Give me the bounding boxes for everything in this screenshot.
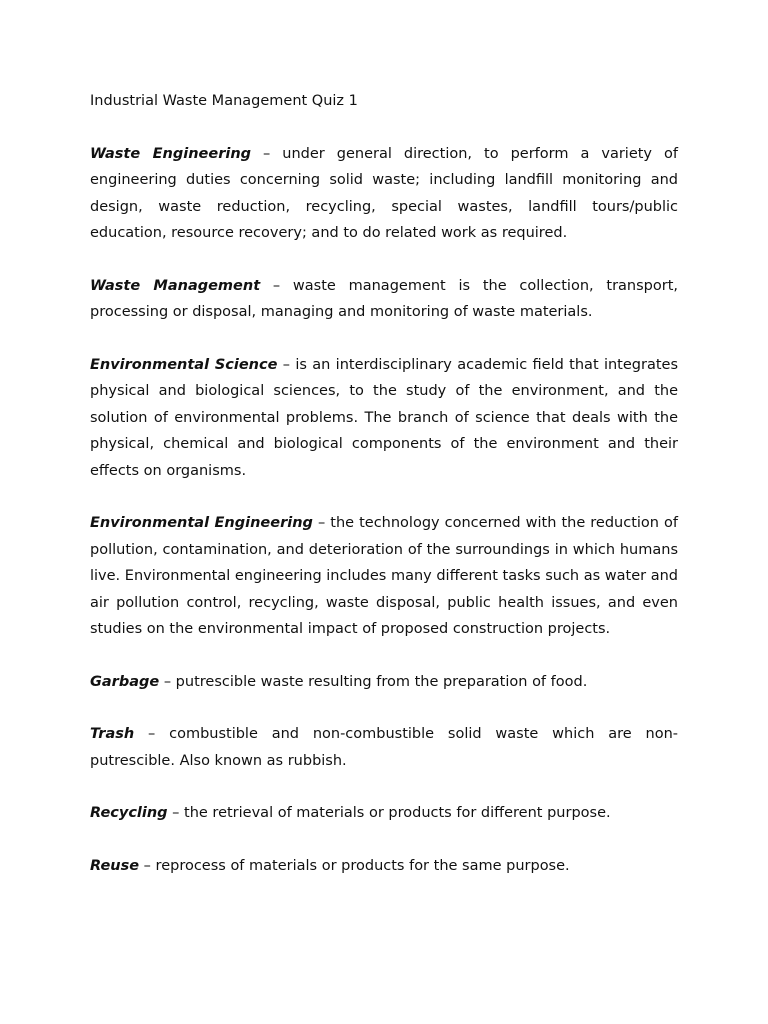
definition-text: – the retrieval of materials or products for different purpose. bbox=[167, 805, 611, 821]
definition-entry-recycling bbox=[90, 800, 678, 827]
term-label: Garbage bbox=[90, 673, 160, 690]
definition-entry-garbage bbox=[90, 669, 678, 696]
definition-entry-waste-management bbox=[90, 273, 678, 326]
definition-text: – reprocess of materials or products for the same purpose. bbox=[139, 857, 570, 874]
definition-text: – the technology concerned with the reduction of pollution, contamination, and deterioration of the surroundings in which humans live. Environmental engineering includes many different tasks such as water and air pollution control, recycling, waste disposal, public health issues, and even studies on the environmental impact of proposed construction projects. bbox=[90, 515, 679, 637]
definition-entry-reuse bbox=[90, 853, 678, 880]
definition-text: – combustible and non-combustible solid waste which are non-putrescible. Also known as rubbish. bbox=[90, 726, 678, 769]
term-label: Reuse bbox=[90, 857, 140, 874]
definition-entry-trash bbox=[90, 721, 678, 774]
term-label: Trash bbox=[90, 726, 135, 742]
term-label: Environmental Science bbox=[90, 356, 278, 373]
definition-text: – waste management is the collection, transport, processing or disposal, managing and monitoring of waste materials. bbox=[90, 277, 678, 320]
definition-entry-environmental-science bbox=[90, 352, 678, 485]
document-title: Industrial Waste Management Quiz 1 bbox=[90, 93, 358, 109]
definition-text: – is an interdisciplinary academic field that integrates physical and biological sciences, to the study of the environment, and the solution of environmental problems. The branch of science that deals with the physical, chemical and biological components of the environment and their effects on organisms. bbox=[90, 356, 678, 479]
document-page bbox=[90, 88, 678, 905]
term-label: Waste Engineering bbox=[90, 145, 252, 162]
definition-entry-environmental-engineering bbox=[90, 510, 678, 643]
definition-entry-waste-engineering bbox=[90, 141, 678, 247]
term-label: Recycling bbox=[90, 805, 168, 821]
term-label: Environmental Engineering bbox=[90, 515, 313, 531]
definition-text: – putrescible waste resulting from the preparation of food. bbox=[159, 673, 588, 690]
definition-text: – under general direction, to perform a variety of engineering duties concerning solid waste; including landfill monitoring and design, waste reduction, recycling, special wastes, landfill tours/public education, resource recovery; and to do related work as required. bbox=[90, 145, 678, 241]
term-label: Waste Management bbox=[90, 277, 261, 294]
